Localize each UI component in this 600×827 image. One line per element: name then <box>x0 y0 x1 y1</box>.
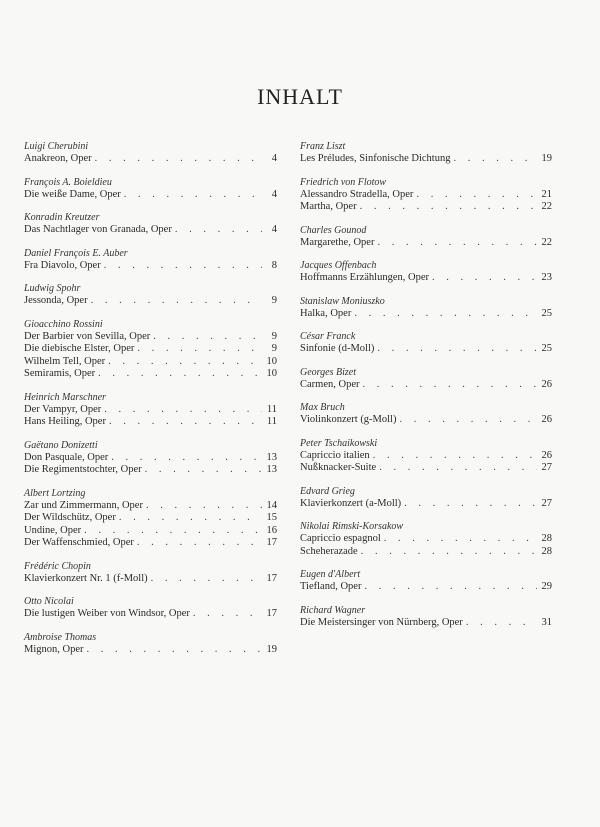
toc-entry <box>24 318 277 381</box>
page-number: 26 <box>541 378 552 390</box>
composer-name: Jacques Offenbach <box>300 260 377 271</box>
work-title: Les Préludes, Sinfonische Dichtung <box>300 153 451 164</box>
dot-leader <box>137 537 262 550</box>
work-title: Das Nachtlager von Granada, Oper <box>24 224 172 235</box>
page-number: 8 <box>271 259 277 271</box>
toc-entry <box>300 176 552 214</box>
dot-leader <box>466 617 537 630</box>
work-row[interactable] <box>24 644 277 657</box>
composer-name: Ambroise Thomas <box>24 631 97 643</box>
work-title: Sinfonie (d-Moll) <box>300 343 375 354</box>
page-number: 28 <box>541 533 552 544</box>
dot-leader <box>362 379 537 392</box>
work-row[interactable] <box>24 452 277 465</box>
work-row[interactable] <box>300 414 552 427</box>
page-number: 4 <box>271 188 277 200</box>
page-number: 14 <box>266 499 277 511</box>
work-title: Die weiße Dame, Oper <box>24 188 121 200</box>
toc-entry <box>300 330 552 356</box>
work-row[interactable] <box>24 404 277 417</box>
toc-entry <box>24 595 277 621</box>
work-title: Carmen, Oper <box>300 378 360 390</box>
page-number: 4 <box>271 153 277 164</box>
page-number: 10 <box>266 355 277 367</box>
page-number: 21 <box>541 188 552 200</box>
work-row[interactable] <box>24 368 277 381</box>
composer-name: Konradin Kreutzer <box>24 212 100 223</box>
dot-leader <box>87 644 263 657</box>
page-number: 13 <box>266 451 277 463</box>
work-title: Scheherazade <box>300 545 358 557</box>
work-title: Nußknacker-Suite <box>300 462 377 473</box>
toc-entry <box>300 604 552 630</box>
page-number: 11 <box>266 403 277 415</box>
page-number: 19 <box>266 643 277 655</box>
work-title: Die Meistersinger von Nürnberg, Oper <box>300 616 463 628</box>
page-number: 17 <box>266 608 277 619</box>
toc-entry <box>24 176 277 202</box>
composer-name: Daniel François E. Auber <box>24 247 128 259</box>
work-title: Der Vampyr, Oper <box>24 403 102 415</box>
dot-leader <box>137 343 262 356</box>
dot-leader <box>354 308 537 321</box>
toc-entry <box>24 391 277 429</box>
toc-column-right <box>300 140 552 639</box>
work-title: Hans Heiling, Oper <box>24 416 106 427</box>
composer-name: Richard Wagner <box>300 604 366 616</box>
dot-leader <box>124 189 262 202</box>
work-title: Margarethe, Oper <box>300 236 375 248</box>
composer-name: Stanislaw Moniuszko <box>300 295 385 307</box>
work-row[interactable] <box>24 224 277 237</box>
work-title: Anakreon, Oper <box>24 153 92 164</box>
page-number: 22 <box>541 236 552 248</box>
work-title: Hoffmanns Erzählungen, Oper <box>300 272 429 283</box>
work-title: Klavierkonzert (a-Moll) <box>300 497 402 509</box>
toc-entry <box>24 211 277 237</box>
work-title: Jessonda, Oper <box>24 295 88 306</box>
work-title: Tiefland, Oper <box>300 581 362 592</box>
composer-name: François A. Boieldieu <box>24 176 112 188</box>
toc-entry <box>24 282 277 308</box>
dot-leader <box>399 414 537 427</box>
work-title: Die diebische Elster, Oper <box>24 343 135 354</box>
work-title: Der Barbier von Sevilla, Oper <box>24 330 151 342</box>
dot-leader <box>153 331 262 344</box>
page-number: 17 <box>266 537 277 548</box>
dot-leader <box>360 201 537 214</box>
work-title: Klavierkonzert Nr. 1 (f-Moll) <box>24 572 148 584</box>
page-number: 28 <box>541 545 552 557</box>
work-title: Semiramis, Oper <box>24 368 96 379</box>
dot-leader <box>432 272 537 285</box>
page-number: 31 <box>541 616 552 628</box>
work-row[interactable] <box>24 500 277 513</box>
page-number: 9 <box>271 330 277 342</box>
dot-leader <box>109 416 262 429</box>
work-title: Wilhelm Tell, Oper <box>24 355 106 367</box>
toc-entry <box>300 520 552 558</box>
page-number: 4 <box>271 224 277 235</box>
composer-name: Edvard Grieg <box>300 485 355 497</box>
dot-leader <box>84 525 262 538</box>
dot-leader <box>104 260 262 273</box>
dot-leader <box>453 153 537 166</box>
composer-name: Max Bruch <box>300 402 345 413</box>
dot-leader <box>361 546 537 559</box>
work-title: Der Waffenschmied, Oper <box>24 537 134 548</box>
dot-leader <box>146 500 262 513</box>
toc-entry <box>300 366 552 392</box>
dot-leader <box>119 512 262 525</box>
work-row[interactable] <box>300 308 552 321</box>
work-title: Martha, Oper <box>300 201 357 212</box>
work-row[interactable] <box>300 272 552 285</box>
composer-name: Georges Bizet <box>300 366 357 378</box>
work-row[interactable] <box>24 153 277 166</box>
dot-leader <box>98 368 262 381</box>
dot-leader <box>95 153 262 166</box>
work-row[interactable] <box>300 237 552 250</box>
toc-entry <box>24 560 277 586</box>
toc-entry <box>300 401 552 427</box>
dot-leader <box>151 573 262 586</box>
work-title: Capriccio italien <box>300 449 370 461</box>
toc-entry <box>300 259 552 285</box>
dot-leader <box>175 224 262 237</box>
work-row[interactable] <box>24 537 277 550</box>
page-number: 11 <box>266 416 277 427</box>
toc-entry <box>24 631 277 657</box>
toc-entry <box>24 140 277 166</box>
work-row[interactable] <box>24 356 277 369</box>
dot-leader <box>416 189 537 202</box>
composer-name: Frédéric Chopin <box>24 560 91 572</box>
composer-name: Peter Tschaikowski <box>300 437 378 449</box>
work-title: Fra Diavolo, Oper <box>24 259 101 271</box>
dot-leader <box>404 498 537 511</box>
work-row[interactable] <box>24 512 277 525</box>
toc-entry <box>300 568 552 594</box>
toc-entry <box>300 437 552 475</box>
dot-leader <box>111 452 262 465</box>
composer-name: Charles Gounod <box>300 224 367 236</box>
work-title: Undine, Oper <box>24 524 82 536</box>
work-row[interactable] <box>300 343 552 356</box>
toc-entry <box>24 487 277 550</box>
work-title: Mignon, Oper <box>24 643 84 655</box>
work-row[interactable] <box>300 153 552 166</box>
toc-entry <box>300 140 552 166</box>
work-title: Der Wildschütz, Oper <box>24 512 116 523</box>
work-title: Alessandro Stradella, Oper <box>300 188 414 200</box>
work-row[interactable] <box>300 462 552 475</box>
composer-name: Franz Liszt <box>300 141 346 152</box>
composer-name: Nikolai Rimski-Korsakow <box>300 521 404 532</box>
page-number: 27 <box>541 497 552 509</box>
page-number: 25 <box>541 343 552 354</box>
page-number: 15 <box>266 512 277 523</box>
page-number: 27 <box>541 462 552 473</box>
work-row[interactable] <box>24 416 277 429</box>
page-number: 25 <box>541 307 552 319</box>
dot-leader <box>373 450 537 463</box>
work-row[interactable] <box>24 189 277 202</box>
dot-leader <box>104 404 262 417</box>
dot-leader <box>364 581 537 594</box>
page-title: INHALT <box>257 84 343 109</box>
work-row[interactable] <box>24 464 277 477</box>
composer-name: Otto Nicolai <box>24 596 74 607</box>
work-row[interactable] <box>24 343 277 356</box>
page-number: 26 <box>541 449 552 461</box>
toc-entry <box>300 224 552 250</box>
composer-name: Gaëtano Donizetti <box>24 439 98 451</box>
work-row[interactable] <box>300 581 552 594</box>
composer-name: Albert Lortzing <box>24 487 86 499</box>
work-row[interactable] <box>24 525 277 538</box>
composer-name: César Franck <box>300 331 356 342</box>
page-number: 22 <box>541 201 552 212</box>
work-row[interactable] <box>300 546 552 559</box>
composer-name: Heinrich Marschner <box>24 391 106 403</box>
dot-leader <box>384 533 537 546</box>
work-row[interactable] <box>24 260 277 273</box>
work-title: Don Pasquale, Oper <box>24 451 109 463</box>
work-row[interactable] <box>300 498 552 511</box>
work-row[interactable] <box>300 450 552 463</box>
composer-name: Friedrich von Flotow <box>300 176 387 188</box>
toc-entry <box>24 247 277 273</box>
dot-leader <box>193 608 262 621</box>
dot-leader <box>145 464 262 477</box>
composer-name: Gioacchino Rossini <box>24 318 103 330</box>
page-number: 10 <box>266 368 277 379</box>
page-number: 17 <box>266 572 277 584</box>
toc-column-left <box>24 140 277 666</box>
work-title: Halka, Oper <box>300 307 352 319</box>
work-title: Capriccio espagnol <box>300 533 381 544</box>
work-row[interactable] <box>24 295 277 308</box>
work-title: Die lustigen Weiber von Windsor, Oper <box>24 608 190 619</box>
work-row[interactable] <box>300 617 552 630</box>
composer-name: Luigi Cherubini <box>24 141 89 152</box>
dot-leader <box>377 237 537 250</box>
work-row[interactable] <box>300 201 552 214</box>
dot-leader <box>379 462 537 475</box>
page-number: 26 <box>541 414 552 425</box>
work-row[interactable] <box>300 533 552 546</box>
work-title: Violinkonzert (g-Moll) <box>300 414 397 425</box>
page-number: 13 <box>266 464 277 475</box>
toc-entry <box>300 295 552 321</box>
work-row[interactable] <box>24 331 277 344</box>
composer-name: Ludwig Spohr <box>24 283 81 294</box>
work-title: Die Regimentstochter, Oper <box>24 464 142 475</box>
page-number: 19 <box>541 153 552 164</box>
toc-entry <box>24 439 277 477</box>
page-number: 29 <box>541 581 552 592</box>
work-row[interactable] <box>300 189 552 202</box>
work-row[interactable] <box>300 379 552 392</box>
dot-leader <box>108 356 262 369</box>
page-number: 9 <box>271 343 277 354</box>
dot-leader <box>91 295 262 308</box>
work-row[interactable] <box>24 608 277 621</box>
work-row[interactable] <box>24 573 277 586</box>
page-number: 23 <box>541 272 552 283</box>
page-number: 9 <box>271 295 277 306</box>
composer-name: Eugen d'Albert <box>300 569 361 580</box>
work-title: Zar und Zimmermann, Oper <box>24 499 143 511</box>
dot-leader <box>377 343 537 356</box>
page-number: 16 <box>266 524 277 536</box>
toc-entry <box>300 485 552 511</box>
